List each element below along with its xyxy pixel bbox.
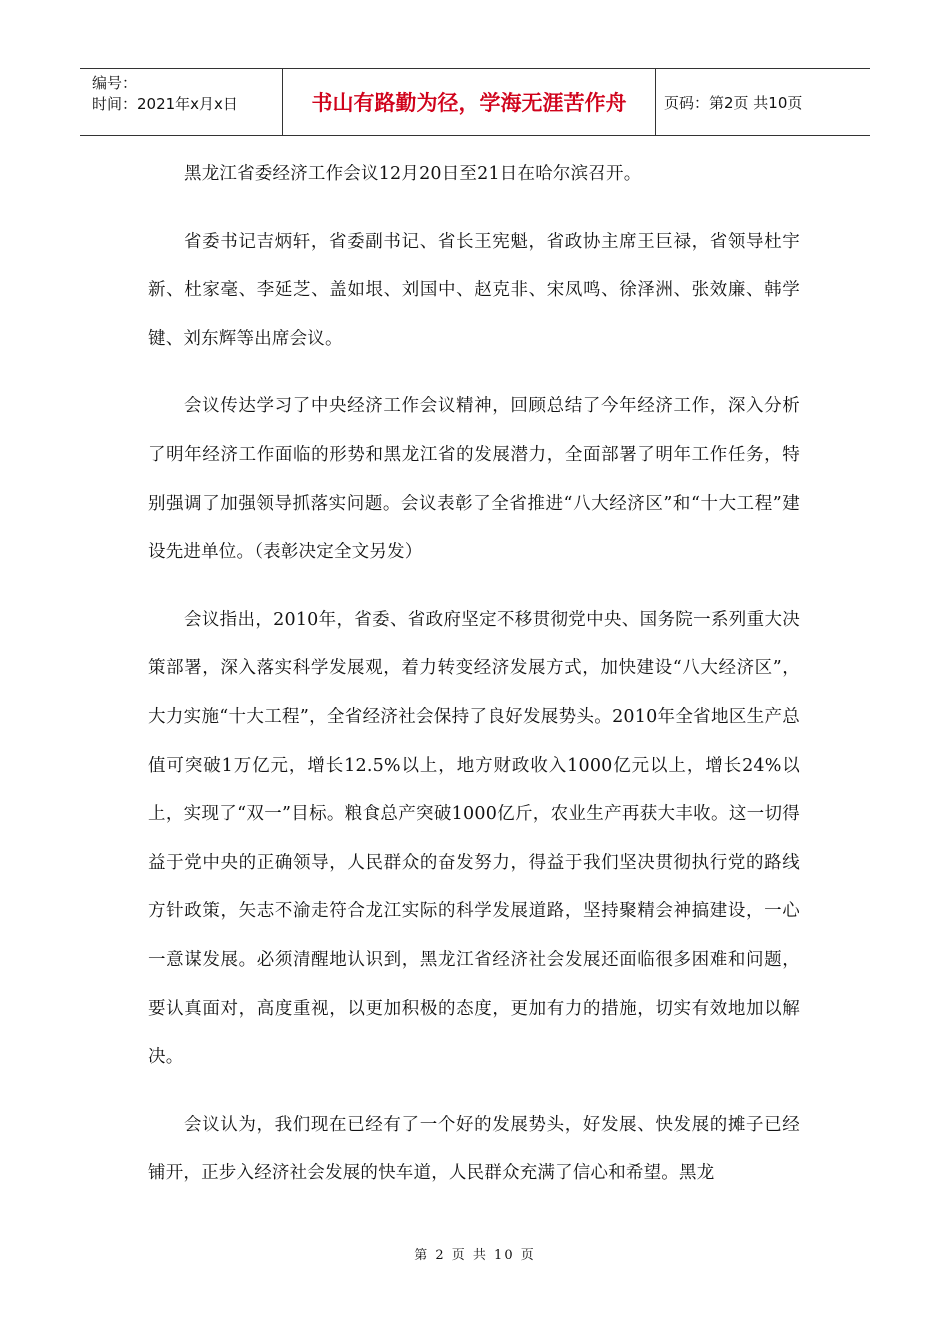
document-body	[148, 150, 800, 1217]
paragraph-5: 会议认为，我们现在已经有了一个好的发展势头，好发展、快发展的摊子已经铺开，正步入经济社会发展的快车道，人民群众充满了信心和希望。黑龙	[148, 1114, 800, 1184]
paragraph-4: 会议指出，2010年，省委、省政府坚定不移贯彻党中央、国务院一系列重大决策部署，深入落实科学发展观，着力转变经济发展方式，加快建设“八大经济区”，大力实施“十大工程”，全省经济社会保持了良好发展势头。2010年全省地区生产总值可突破1万亿元，增长12.5%以上，地方财政收入1000亿元以上，增长24%以上，实现了“双一”目标。粮食总产突破1000亿斤，农业生产再获大丰收。这一切得益于党中央的正确领导，人民群众的奋发努力，得益于我们坚决贯彻执行党的路线方针政策，矢志不渝走符合龙江实际的科学发展道路，坚持聚精会神搞建设，一心一意谋发展。必须清醒地认识到，黑龙江省经济社会发展还面临很多困难和问题，要认真面对，高度重视，以更加积极的态度，更加有力的措施，切实有效地加以解决。	[148, 609, 800, 1068]
header-motto: 书山有路勤为径，学海无涯苦作舟	[283, 69, 656, 135]
header-page-info: 页码：第2页 共10页	[664, 93, 803, 112]
page-footer: 第 2 页 共 10 页	[414, 1248, 536, 1263]
doc-time-label: 时间：2021年x月x日	[92, 95, 238, 113]
paragraph-1: 黑龙江省委经济工作会议12月20日至21日在哈尔滨召开。	[184, 164, 642, 184]
header-meta	[80, 69, 283, 135]
paragraph-2: 省委书记吉炳轩，省委副书记、省长王宪魁，省政协主席王巨禄，省领导杜宇新、杜家毫、李延芝、盖如垠、刘国中、赵克非、宋凤鸣、徐泽洲、张效廉、韩学键、刘东辉等出席会议。	[148, 231, 800, 349]
page-header	[80, 68, 870, 136]
doc-number-label: 编号：	[92, 74, 138, 92]
paragraph-3: 会议传达学习了中央经济工作会议精神，回顾总结了今年经济工作，深入分析了明年经济工作面临的形势和黑龙江省的发展潜力，全面部署了明年工作任务，特别强调了加强领导抓落实问题。会议表彰了全省推进“八大经济区”和“十大工程”建设先进单位。（表彰决定全文另发）	[148, 396, 800, 563]
